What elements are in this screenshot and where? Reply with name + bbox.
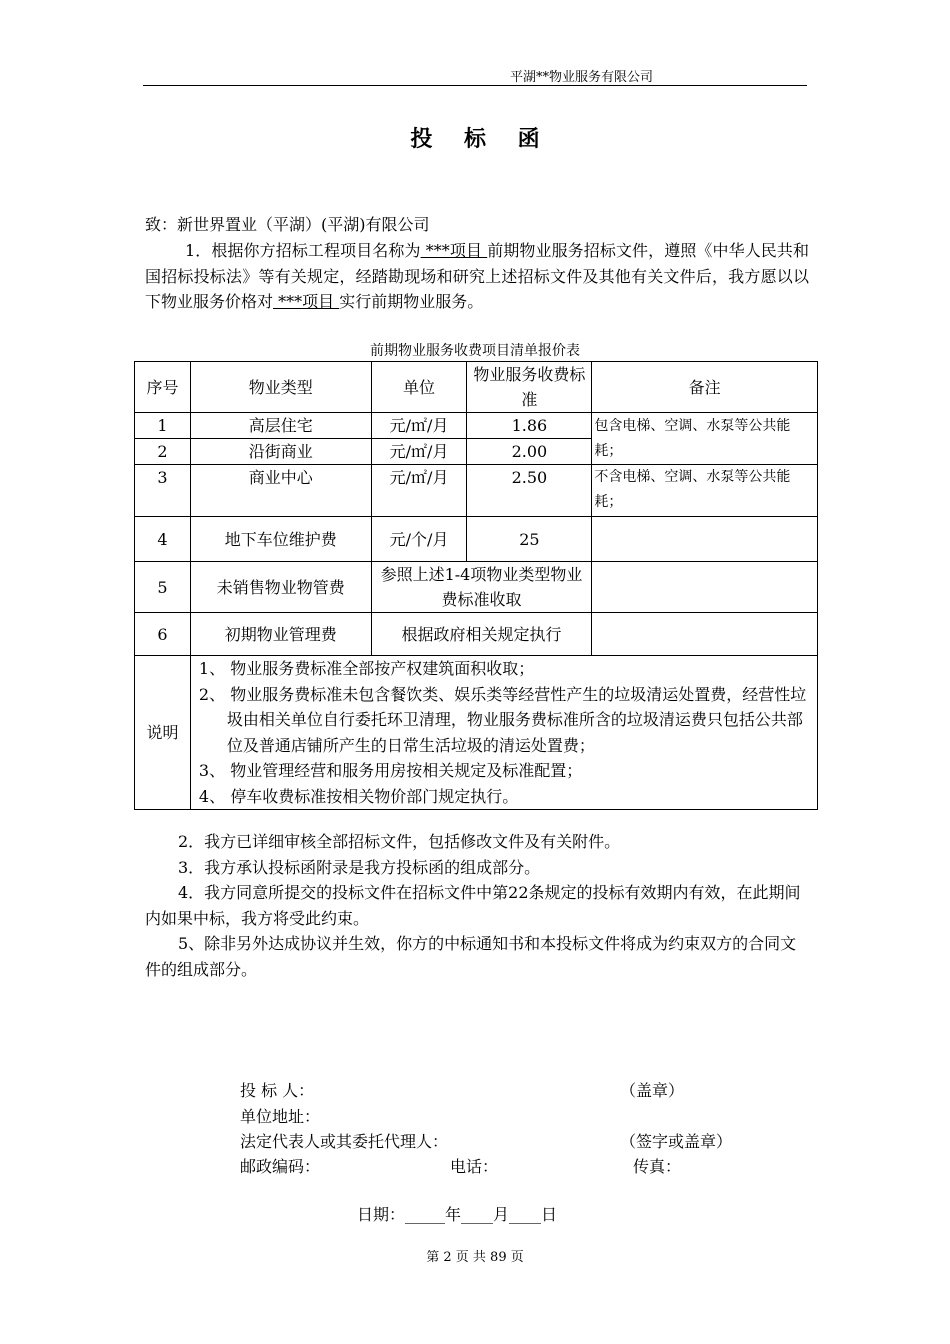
para1-text-e: 实行前期物业服务。 bbox=[339, 292, 484, 311]
row-unit: 元/㎡/月 bbox=[371, 439, 467, 465]
representative-label: 法定代表人或其委托代理人： bbox=[240, 1132, 449, 1151]
addressee: 致：新世界置业（平湖）(平湖)有限公司 bbox=[145, 215, 430, 234]
row-unit: 元/㎡/月 bbox=[371, 465, 467, 517]
paragraph-2: 2．我方已详细审核全部招标文件，包括修改文件及有关附件。 bbox=[178, 832, 621, 851]
row-reference: 根据政府相关规定执行 bbox=[371, 613, 592, 656]
note-item: 3、 物业管理经营和服务用房按相关规定及标准配置； bbox=[198, 761, 583, 780]
paragraph-5: 5、除非另外达成协议并生效，你方的中标通知书和本投标文件将成为约束双方的合同文件的组成部分。 bbox=[145, 934, 797, 979]
table-row bbox=[135, 413, 818, 439]
row-no: 1 bbox=[135, 413, 191, 439]
note-item: 2、 物业服务费标准未包含餐饮类、娱乐类等经营性产生的垃圾清运处置费，经营性垃圾由相关单位自行委托环卫清理，物业服务费标准所含的垃圾清运费只包括公共部位及普通店铺所产生的日常生活垃圾的清运处置费； bbox=[198, 684, 807, 755]
header-cell: 物业服务收费标准 bbox=[467, 362, 592, 413]
row-type: 沿街商业 bbox=[190, 439, 371, 465]
note-item: 4、 停车收费标准按相关物价部门规定执行。 bbox=[198, 786, 519, 806]
header-rule bbox=[143, 85, 807, 86]
row-price: 2.00 bbox=[467, 439, 592, 465]
row-type: 高层住宅 bbox=[190, 413, 371, 439]
fax-label: 传真： bbox=[633, 1157, 682, 1176]
postcode-label: 邮政编码： bbox=[240, 1157, 321, 1176]
row-no: 3 bbox=[135, 465, 191, 517]
row-type: 地下车位维护费 bbox=[190, 517, 371, 562]
row-type: 商业中心 bbox=[190, 465, 371, 517]
table-caption: 前期物业服务收费项目清单报价表 bbox=[370, 343, 580, 359]
table-row bbox=[135, 613, 818, 656]
header-cell: 物业类型 bbox=[190, 362, 371, 413]
date-line: 日期：_____年____月____日 bbox=[357, 1205, 558, 1224]
row-price: 2.50 bbox=[467, 465, 592, 517]
row-reference: 参照上述1-4项物业类型物业费标准收取 bbox=[371, 562, 592, 613]
paragraph-4: 4．我方同意所提交的投标文件在招标文件中第22条规定的投标有效期内有效，在此期间内如果中标，我方将受此约束。 bbox=[145, 883, 801, 928]
quote-table bbox=[134, 361, 818, 810]
row-remark bbox=[592, 562, 818, 613]
note-item: 1、 物业服务费标准全部按产权建筑面积收取； bbox=[198, 659, 535, 678]
paragraph-3: 3．我方承认投标函附录是我方投标函的组成部分。 bbox=[178, 857, 541, 877]
remark-included: 包含电梯、空调、水泵等公共能耗； bbox=[592, 413, 818, 465]
row-no: 2 bbox=[135, 439, 191, 465]
header-cell: 备注 bbox=[592, 362, 818, 413]
phone-label: 电话： bbox=[450, 1157, 499, 1176]
paragraph-1 bbox=[145, 238, 809, 315]
notes-row bbox=[135, 656, 818, 810]
row-price: 1.86 bbox=[467, 413, 592, 439]
para1-text-c: 前期物业服务招标文件，遵照《中华人民共和国招标投标法》等有关规定，经踏勘现场和研究上述招标文件及其他有关文件后，我方愿以以下物业服务价格对 bbox=[145, 241, 809, 311]
notes-cell bbox=[190, 656, 817, 810]
document-title: 投 标 函 bbox=[410, 126, 552, 152]
notes-label: 说明 bbox=[135, 656, 191, 810]
table-header-row bbox=[135, 362, 818, 413]
header-cell: 单位 bbox=[371, 362, 467, 413]
table-row bbox=[135, 517, 818, 562]
project-name: ***项目 bbox=[420, 241, 488, 260]
address-label: 单位地址： bbox=[240, 1107, 321, 1126]
sign-seal-label: （签字或盖章） bbox=[620, 1132, 733, 1151]
row-no: 4 bbox=[135, 517, 191, 562]
para1-text-a: 1．根据你方招标工程项目名称为 bbox=[185, 241, 421, 260]
row-unit: 元/个/月 bbox=[371, 517, 467, 562]
table-row bbox=[135, 562, 818, 613]
remark-excluded: 不含电梯、空调、水泵等公共能耗； bbox=[592, 465, 818, 517]
row-type: 初期物业管理费 bbox=[190, 613, 371, 656]
bidder-label: 投 标 人： bbox=[240, 1081, 315, 1100]
table-row bbox=[135, 465, 818, 517]
row-no: 6 bbox=[135, 613, 191, 656]
row-no: 5 bbox=[135, 562, 191, 613]
page-footer: 第 2 页 共 89 页 bbox=[426, 1250, 524, 1265]
row-price: 25 bbox=[467, 517, 592, 562]
row-unit: 元/㎡/月 bbox=[371, 413, 467, 439]
after-paragraphs bbox=[145, 829, 809, 982]
row-type: 未销售物业物管费 bbox=[190, 562, 371, 613]
header-cell: 序号 bbox=[135, 362, 191, 413]
header-company: 平湖**物业服务有限公司 bbox=[510, 70, 654, 85]
project-name-2: ***项目 bbox=[273, 292, 340, 311]
row-remark bbox=[592, 613, 818, 656]
row-remark bbox=[592, 517, 818, 562]
seal-label: （盖章） bbox=[620, 1081, 685, 1100]
